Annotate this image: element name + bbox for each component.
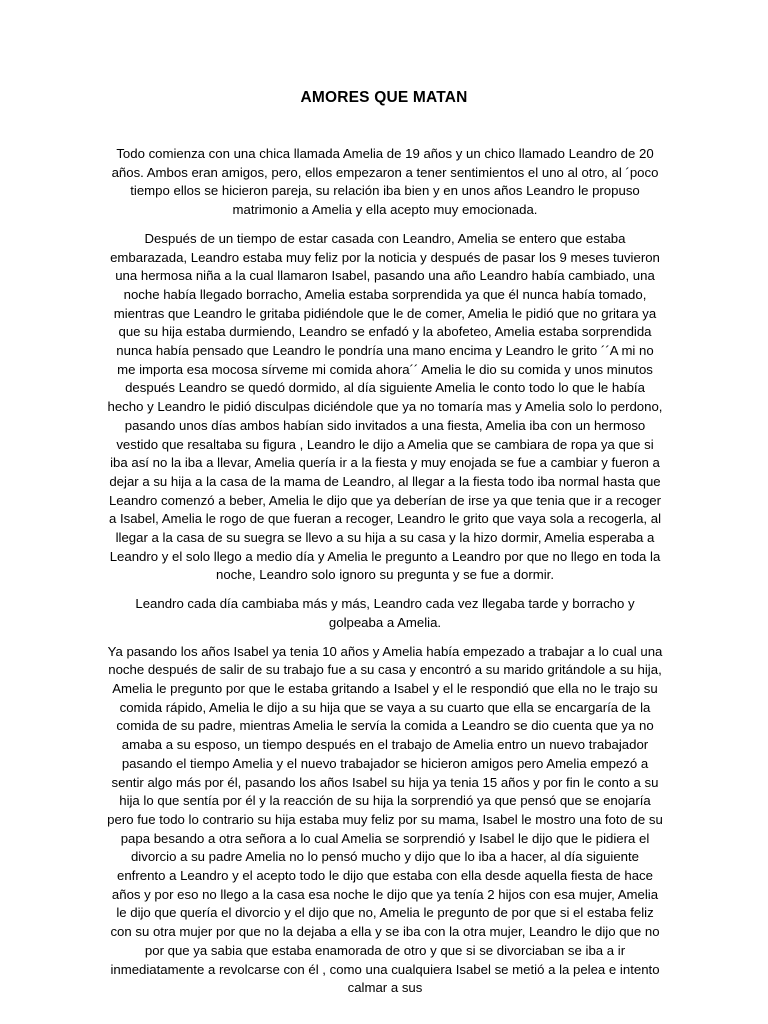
paragraph: Leandro cada día cambiaba más y más, Leandro cada vez llegaba tarde y borracho y golpeaba a Amelia. [135,596,635,630]
document-body [107,145,663,1008]
paragraph: Todo comienza con una chica llamada Amelia de 19 años y un chico llamado Leandro de 20 años. Ambos eran amigos, pero, ellos empezaron a tener sentimientos el uno al otro, al ´poco tiempo ellos se hicieron pareja, su relación iba bien y en unos años Leandro le propuso matrimonio a Amelia y ella acepto muy emocionada. [111,146,659,218]
paragraph: Ya pasando los años Isabel ya tenia 10 años y Amelia había empezado a trabajar a lo cual una noche después de salir de su trabajo fue a su casa y encontró a su marido gritándole a su hija, Amelia le pregunto por que le estaba gritando a Isabel y el le respondió que ella no le trajo su comida rápido, Amelia le dijo a su hija que se vaya a su cuarto que ella se encargaría de la comida de su padre, mientras Amelia le servía la comida a Leandro se dio cuenta que ya no amaba a su esposo, un tiempo después en el trabajo de Amelia entro un nuevo trabajador pasando el tiempo Amelia y el nuevo trabajador se hicieron amigos pero Amelia empezó a sentir algo más por él, pasando los años Isabel su hija ya tenia 15 años y por fin le conto a su hija lo que sentía por él y la reacción de su hija la sorprendió ya que pensó que se enojaría pero fue todo lo contrario su hija estaba muy feliz por su mama, Isabel le mostro una foto de su papa besando a otra señora a lo cual Amelia se sorprendió y Isabel le dijo que le pidiera el divorcio a su padre Amelia no lo pensó mucho y dijo que lo iba a hacer, al día siguiente enfrento a Leandro y el acepto todo le dijo que estaba con ella desde aquella fiesta de hace años y por eso no llego a la casa esa noche le dijo que ya tenía 2 hijos con esa mujer, Amelia le dijo que quería el divorcio y el dijo que no, Amelia le pregunto de por que si el estaba feliz con su otra mujer por que no la dejaba a ella y se iba con la otra mujer, Leandro le dijo que no por que ya sabia que estaba enamorada de otro y que si se divorciaban se iba a ir inmediatamente a revolcarse con él , como una cualquiera Isabel se metió a la pelea e intento calmar a sus [107,643,663,996]
document-title: AMORES QUE MATAN [300,89,468,106]
paragraph: Después de un tiempo de estar casada con Leandro, Amelia se entero que estaba embarazada, Leandro estaba muy feliz por la noticia y después de pasar los 9 meses tuvieron una hermosa niña a la cual llamaron Isabel, pasando una año Leandro había cambiado, una noche había llegado borracho, Amelia estaba sorprendida ya que él nunca había tomado, mientras que Leandro le gritaba pidiéndole que le de comer, Amelia le pidió que no gritara ya que su hija estaba durmiendo, Leandro se enfadó y la abofeteo, Amelia estaba sorprendida nunca había pensado que Leandro le pondría una mano encima y Leandro le grito ´´A mi no me importa esa mocosa sírveme mi comida ahora´´ Amelia le dio su comida y unos minutos después Leandro se quedó dormido, al día siguiente Amelia le conto todo lo que le había hecho y Leandro le pidió disculpas diciéndole que ya no tomaría mas y Amelia solo lo perdono, pasando unos días ambos habían sido invitados a una fiesta, Amelia iba con un hermoso vestido que resaltaba su figura , Leandro le dijo a Amelia que se cambiara de ropa ya que si iba así no la iba a llevar, Amelia quería ir a la fiesta y muy enojada se fue a cambiar y fueron a dejar a su hija a la casa de la mama de Leandro, al llegar a la fiesta todo iba normal hasta que Leandro comenzó a beber, Amelia le dijo que ya deberían de irse ya que tenia que ir a recoger a Isabel, Amelia le rogo de que fueran a recoger, Leandro le grito que vaya sola a recogerla, al llegar a la casa de su suegra se llevo a su hija a su casa y la hizo dormir, Amelia esperaba a Leandro y el solo llego a medio día y Amelia le pregunto a Leandro por que no llego en toda la noche, Leandro solo ignoro su pregunta y se fue a dormir. [107,230,663,583]
